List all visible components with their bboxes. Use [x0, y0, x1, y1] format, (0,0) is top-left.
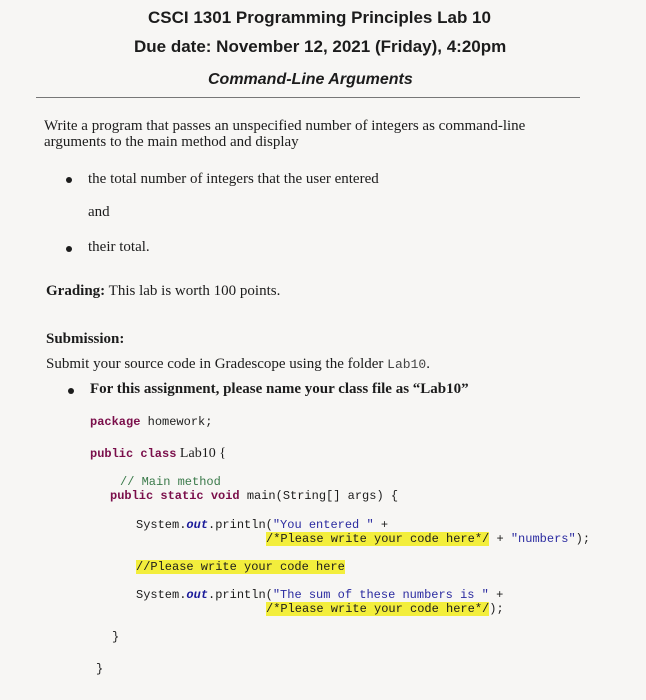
submission-period: . — [426, 356, 430, 372]
bullet-marker — [68, 388, 74, 394]
bullet-marker — [66, 246, 72, 252]
header-divider — [36, 97, 580, 98]
submission-heading: Submission: — [46, 331, 125, 347]
system-ref: System. — [136, 518, 187, 532]
println-call: .println( — [208, 518, 273, 532]
code-println-2 — [136, 588, 503, 602]
code-placeholder: /*Please write your code here*/ — [266, 532, 490, 546]
code-class-line — [90, 446, 226, 462]
submission-instruction: Submit your source code in Gradescope using the folder — [46, 356, 388, 372]
connector-text: and — [88, 204, 110, 220]
package-keyword: package — [90, 415, 141, 429]
plus-operator: + — [373, 518, 389, 532]
plus-operator: + — [488, 588, 504, 602]
bullet-marker — [66, 177, 72, 183]
string-literal: "You entered " — [272, 518, 374, 532]
class-keyword: public class — [90, 447, 177, 461]
println-call: .println( — [208, 588, 273, 602]
submission-text — [46, 356, 430, 373]
code-comment-main: // Main method — [120, 475, 221, 489]
string-literal: "numbers" — [510, 532, 576, 546]
package-name: homework; — [140, 415, 213, 429]
list-item: the total number of integers that the user entered — [88, 171, 379, 187]
code-placeholder-comment: //Please write your code here — [136, 560, 345, 574]
out-field: out — [186, 588, 209, 602]
system-ref: System. — [136, 588, 187, 602]
intro-line-2: arguments to the main method and display — [44, 134, 299, 150]
code-package-line — [90, 415, 212, 429]
statement-end: ); — [489, 602, 504, 616]
string-literal: "The sum of these numbers is " — [272, 588, 489, 602]
code-println-1 — [136, 518, 388, 532]
code-comment-write — [136, 560, 345, 574]
intro-line-1: Write a program that passes an unspecified number of integers as command-line — [44, 118, 526, 134]
class-declaration: Lab10 { — [176, 446, 226, 461]
main-signature: main(String[] args) { — [239, 489, 399, 503]
out-field: out — [186, 518, 209, 532]
statement-end: ); — [575, 532, 591, 546]
code-placeholder: /*Please write your code here*/ — [266, 602, 490, 616]
code-println-1-cont — [266, 532, 590, 546]
class-name-instruction: For this assignment, please name your class file as “Lab10” — [90, 381, 469, 397]
grading-line — [46, 283, 280, 300]
main-keywords: public static void — [110, 489, 240, 503]
plus-operator: + — [489, 532, 511, 546]
method-close-brace: } — [112, 630, 120, 644]
class-close-brace: } — [96, 662, 104, 676]
folder-name: Lab10 — [387, 357, 427, 372]
grading-text: This lab is worth 100 points. — [105, 283, 281, 299]
course-title: CSCI 1301 Programming Principles Lab 10 — [148, 8, 491, 27]
lab-topic: Command-Line Arguments — [208, 71, 413, 88]
due-date: Due date: November 12, 2021 (Friday), 4:20pm — [134, 37, 507, 56]
code-println-2-cont — [266, 602, 504, 616]
grading-label: Grading: — [46, 283, 106, 299]
code-main-line — [110, 489, 398, 503]
list-item: their total. — [88, 239, 150, 255]
